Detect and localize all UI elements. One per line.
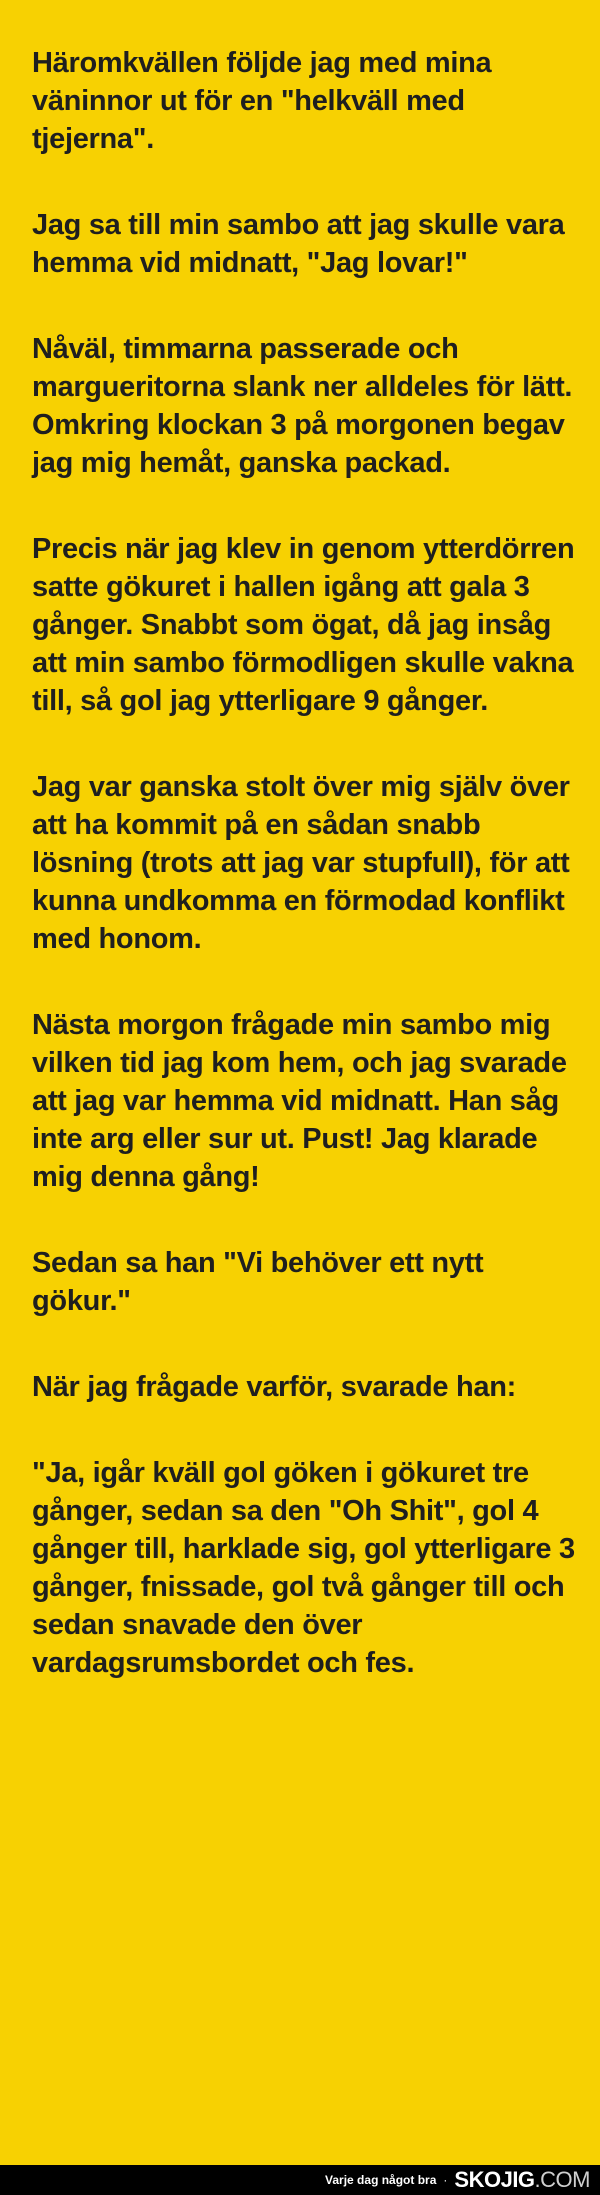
brand-logo-suffix[interactable]: .COM: [534, 2167, 590, 2192]
story-text: [32, 44, 580, 1730]
story-paragraph: "Ja, igår kväll gol göken i gökuret tre gånger, sedan sa den "Oh Shit", gol 4 gånger till, harklade sig, gol ytterligare 3 gånger, fnissade, gol två gånger till och sedan snavade den över vardagsrumsbordet och fes.: [32, 1457, 575, 1679]
footer-separator: ·: [443, 2173, 448, 2187]
brand-logo[interactable]: SKOJIG: [454, 2167, 535, 2192]
story-paragraph: Jag sa till min sambo att jag skulle vara hemma vid midnatt, "Jag lovar!": [32, 209, 565, 279]
story-paragraph: Nåväl, timmarna passerade och margueritorna slank ner alldeles för lätt. Omkring klockan 3 på morgonen begav jag mig hemåt, ganska packad.: [32, 333, 573, 479]
story-paragraph: När jag frågade varför, svarade han:: [32, 1371, 517, 1403]
footer-bar: [0, 2165, 600, 2195]
story-paragraph: Sedan sa han "Vi behöver ett nytt gökur.": [32, 1247, 484, 1317]
story-paragraph: Nästa morgon frågade min sambo mig vilken tid jag kom hem, och jag svarade att jag var hemma vid midnatt. Han såg inte arg eller sur ut. Pust! Jag klarade mig denna gång!: [32, 1009, 567, 1193]
story-paragraph: Precis när jag klev in genom ytterdörren satte gökuret i hallen igång att gala 3 gånger. Snabbt som ögat, då jag insåg att min sambo förmodligen skulle vakna till, så gol jag ytterligare 9 gånger.: [32, 533, 575, 717]
footer-tagline: Varje dag något bra: [325, 2173, 437, 2187]
story-paragraph: Häromkvällen följde jag med mina väninnor ut för en "helkväll med tjejerna".: [32, 47, 492, 155]
story-paragraph: Jag var ganska stolt över mig själv över att ha kommit på en sådan snabb lösning (trots att jag var stupfull), för att kunna undkomma en förmodad konflikt med honom.: [32, 771, 570, 955]
